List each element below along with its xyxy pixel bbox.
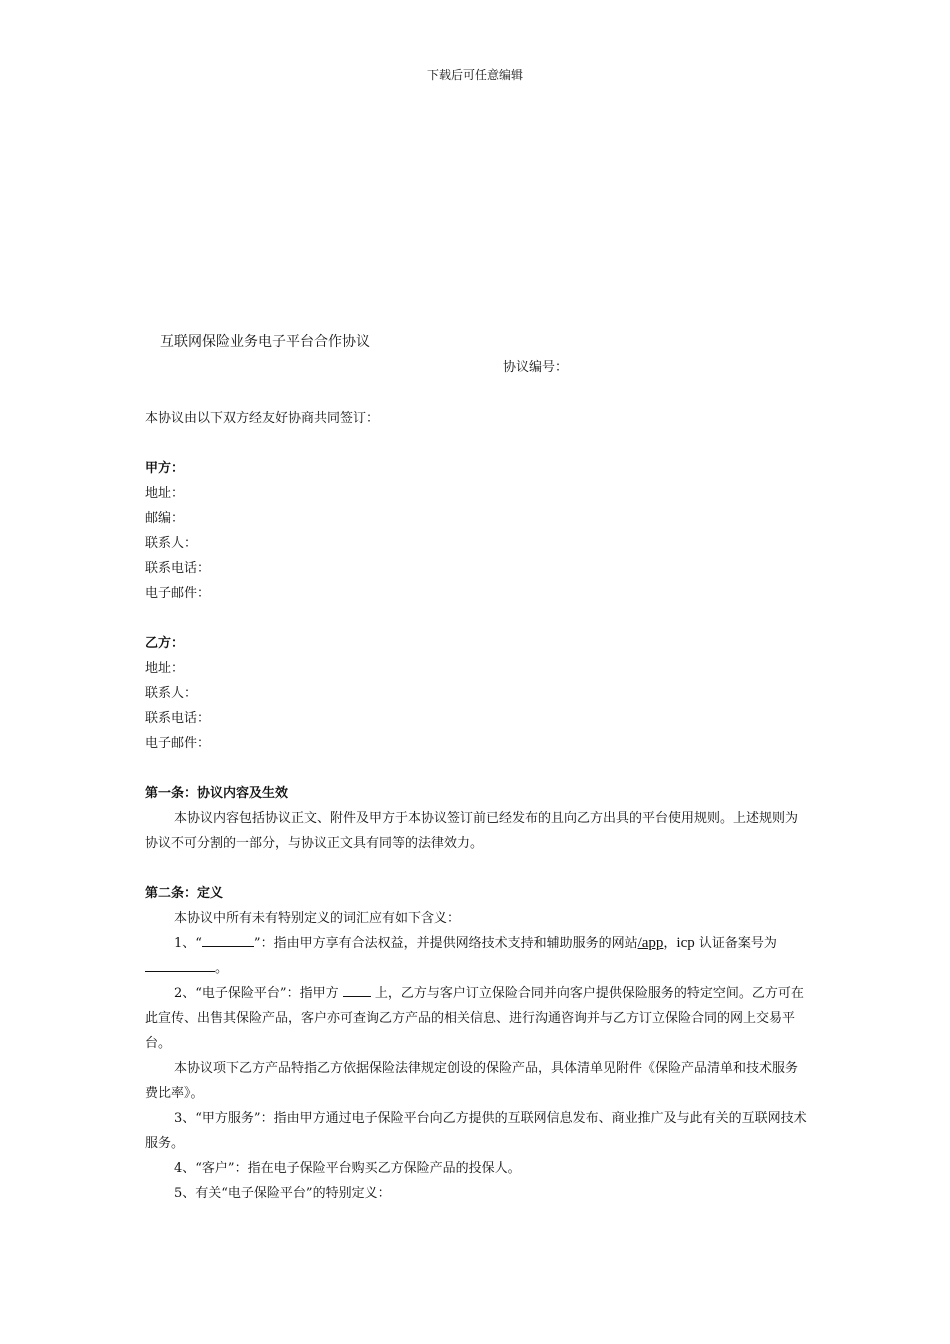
page-header: 下载后可任意编辑 bbox=[426, 68, 523, 82]
party-b-email: 电子邮件： bbox=[145, 736, 211, 751]
article1-heading: 第一条：协议内容及生效 bbox=[145, 786, 289, 801]
blank-platform bbox=[343, 982, 371, 997]
blank-icp-number bbox=[145, 957, 215, 972]
definition-item-5: 5、有关“电子保险平台”的特别定义： bbox=[174, 1186, 391, 1201]
definition-item-4: 4、“客户”：指在电子保险平台购买乙方保险产品的投保人。 bbox=[174, 1161, 521, 1176]
party-b-contact: 联系人： bbox=[145, 686, 198, 701]
party-a-address: 地址： bbox=[145, 486, 185, 501]
blank-platform-name bbox=[202, 932, 254, 947]
intro-text: 本协议由以下双方经友好协商共同签订： bbox=[145, 411, 380, 426]
party-b-address: 地址： bbox=[145, 661, 185, 676]
document-title: 互联网保险业务电子平台合作协议 bbox=[160, 334, 370, 350]
definition-item-1: 1、“ ”：指由甲方享有合法权益，并提供网络技术支持和辅助服务的网站/app，icp 认证备案号为。 bbox=[145, 931, 807, 981]
party-a-contact: 联系人： bbox=[145, 536, 198, 551]
party-a-email: 电子邮件： bbox=[145, 586, 211, 601]
party-a-phone: 联系电话： bbox=[145, 561, 211, 576]
article1-text: 本协议内容包括协议正文、附件及甲方于本协议签订前已经发布的且向乙方出具的平台使用规则。上述规则为协议不可分割的一部分，与协议正文具有同等的法律效力。 bbox=[145, 811, 799, 851]
party-a-postcode: 邮编： bbox=[145, 511, 185, 526]
definition-item-2: 2、“电子保险平台”：指甲方 上，乙方与客户订立保险合同并向客户提供保险服务的特定空间。乙方可在此宣传、出售其保险产品，客户亦可查询乙方产品的相关信息、进行沟通咨询并与乙方订立保险合同的网上交易平台。 bbox=[145, 981, 807, 1056]
app-link[interactable]: /app bbox=[637, 935, 664, 951]
party-b-phone: 联系电话： bbox=[145, 711, 211, 726]
party-a-label: 甲方： bbox=[145, 461, 185, 476]
article2-intro: 本协议中所有未有特别定义的词汇应有如下含义： bbox=[174, 911, 461, 926]
definition-item-3: 3、“甲方服务”：指由甲方通过电子保险平台向乙方提供的互联网信息发布、商业推广及与此有关的互联网技术服务。 bbox=[145, 1111, 807, 1151]
party-b-label: 乙方： bbox=[145, 636, 185, 651]
article2-heading: 第二条：定义 bbox=[145, 886, 224, 901]
agreement-number-label: 协议编号： bbox=[503, 360, 569, 375]
product-note: 本协议项下乙方产品特指乙方依据保险法律规定创设的保险产品，具体清单见附件《保险产品清单和技术服务费比率》。 bbox=[145, 1061, 799, 1101]
document-body bbox=[145, 406, 807, 1206]
